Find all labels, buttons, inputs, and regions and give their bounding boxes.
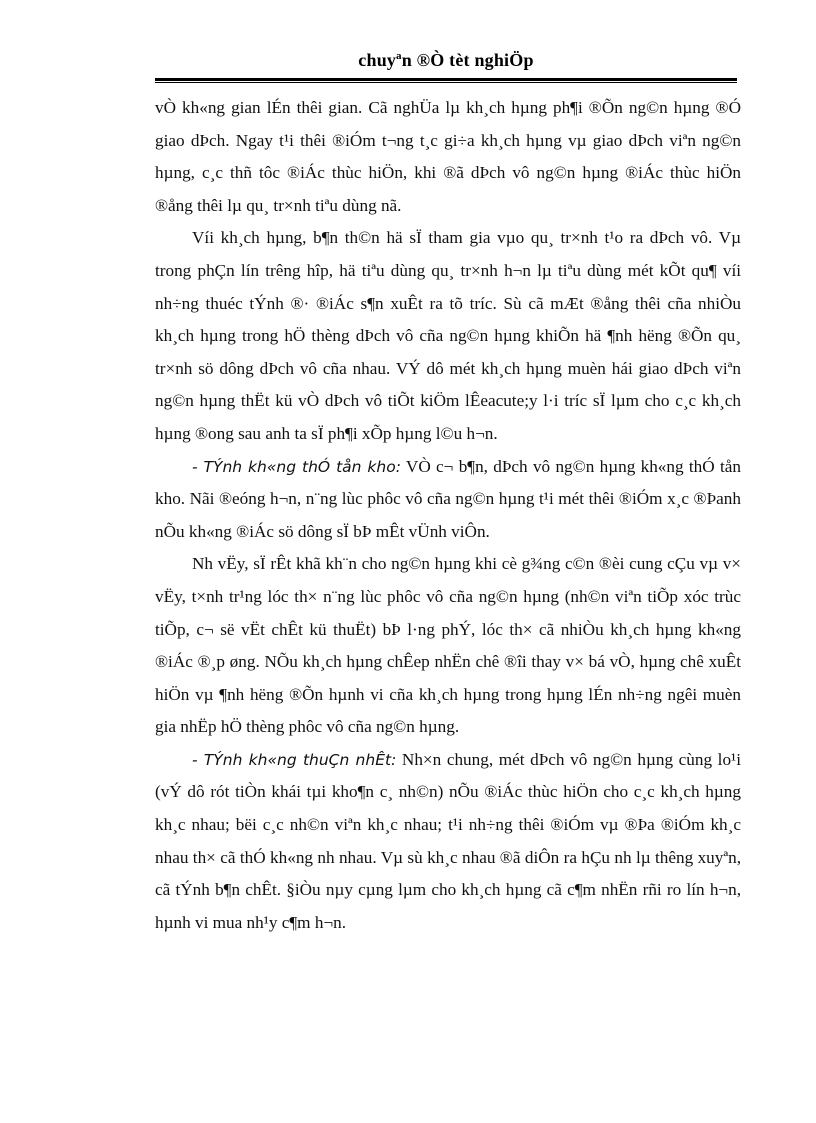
- paragraph: [155, 222, 741, 450]
- paragraph-text: Nh vËy, sÏ rÊt khã kh¨n cho ng©n hµng khi cè g¾ng c©n ®èi cung cÇu vµ v× vËy, t×nh tr¹ng lóc th× n¨ng lùc phôc vô cña ng©n hµng (nh©n viªn tiÕp xóc trùc tiÕp, c¬ së vËt chÊt kü thuËt) bÞ l·ng phÝ, lóc th× cã nhiÒu kh¸ch hµng kh«ng ®iÁc ®¸p øng. NÕu kh¸ch hµng chÊep nhËn chê ®îi thay v× bá vÒ, hµng chê xuÊt hiÖn vµ ¶nh hëng ®Õn hµnh vi cña kh¸ch hµng trong hµng lÉn nh÷ng ngêi muèn gia nhËp hÖ thèng phôc vô cña ng©n hµng.: [155, 554, 741, 737]
- paragraph-text: Nh×n chung, mét dÞch vô ng©n hµng cùng lo¹i (vÝ dô rót tiÒn khái tµi kho¶n c¸ nh©n) nÕu ®iÁc thùc hiÖn cho c¸c kh¸ch hµng kh¸c nhau; bëi c¸c nh©n viªn kh¸c nhau; t¹i nh÷ng thêi ®iÓm vµ ®Þa ®iÓm kh¸c nhau th× cã thÓ kh«ng nh nhau. Vµ sù kh¸c nhau ®ã diÔn ra hÇu nh lµ thêng xuyªn, cã tÝnh b¶n chÊt. §iÒu nµy cµng lµm cho kh¸ch hµng cã c¶m nhËn rñi ro lín h¬n, hµnh vi mua nh¹y c¶m h¬n.: [155, 749, 741, 932]
- paragraph: [155, 92, 741, 222]
- paragraph-text: vÒ kh«ng gian lÉn thêi gian. Cã nghÜa lµ kh¸ch hµng ph¶i ®Õn ng©n hµng ®Ó giao dÞch. Ngay t¹i thêi ®iÓm t¬ng t¸c gi÷a kh¸ch hµng vµ giao dÞch viªn ng©n hµng, c¸c thñ tôc ®iÁc thùc hiÖn, khi ®ã dÞch vô ng©n hµng ®iÁc thùc hiÖn ®ång thêi lµ qu¸ tr×nh tiªu dùng nã.: [155, 98, 741, 215]
- paragraph-text: VÒ c¬ b¶n, dÞch vô ng©n hµng kh«ng thÓ tån kho. Nãi ®eóng h¬n, n¨ng lùc phôc vô cña ng©n hµng t¹i mét thêi ®iÓm x¸c ®Þanh nÕu kh«ng ®iÁc sö dông sÏ bÞ mÊt vÜnh viÔn.: [155, 456, 741, 541]
- header-double-rule: [155, 78, 737, 83]
- paragraph: [155, 548, 741, 744]
- paragraph-lead-heading: - TÝnh kh«ng thuÇn nhÊt:: [192, 750, 397, 769]
- page-header: [155, 46, 737, 74]
- header-title: chuyªn ®Ò tèt nghiÖp: [358, 50, 534, 70]
- paragraph-text: Víi kh¸ch hµng, b¶n th©n hä sÏ tham gia vµo qu¸ tr×nh t¹o ra dÞch vô. Vµ trong phÇn lín trêng hîp, hä tiªu dùng qu¸ tr×nh h¬n lµ tiªu dùng mét kÕt qu¶ víi nh÷ng thuéc tÝnh ®· ®iÁc s¶n xuÊt ra tõ tríc. Sù cã mÆt ®ång thêi cña nhiÒu kh¸ch hµng trong hÖ thèng dÞch vô cña ng©n hµng khiÕn hä ¶nh hëng ®Õn qu¸ tr×nh sö dông dÞch vô cña nhau. VÝ dô mét kh¸ch hµng muèn hái giao dÞch viªn ng©n hµng thËt kü vÒ dÞch vô tiÕt kiÖm lÊeacute;y l·i tríc sÏ lµm cho c¸c kh¸ch hµng ®ong sau anh ta sÏ ph¶i xÕp hµng l©u h¬n.: [155, 228, 741, 443]
- paragraph: [155, 744, 741, 940]
- paragraph: [155, 451, 741, 549]
- document-body: [155, 92, 741, 939]
- paragraph-lead-heading: - TÝnh kh«ng thÓ tån kho:: [192, 457, 401, 476]
